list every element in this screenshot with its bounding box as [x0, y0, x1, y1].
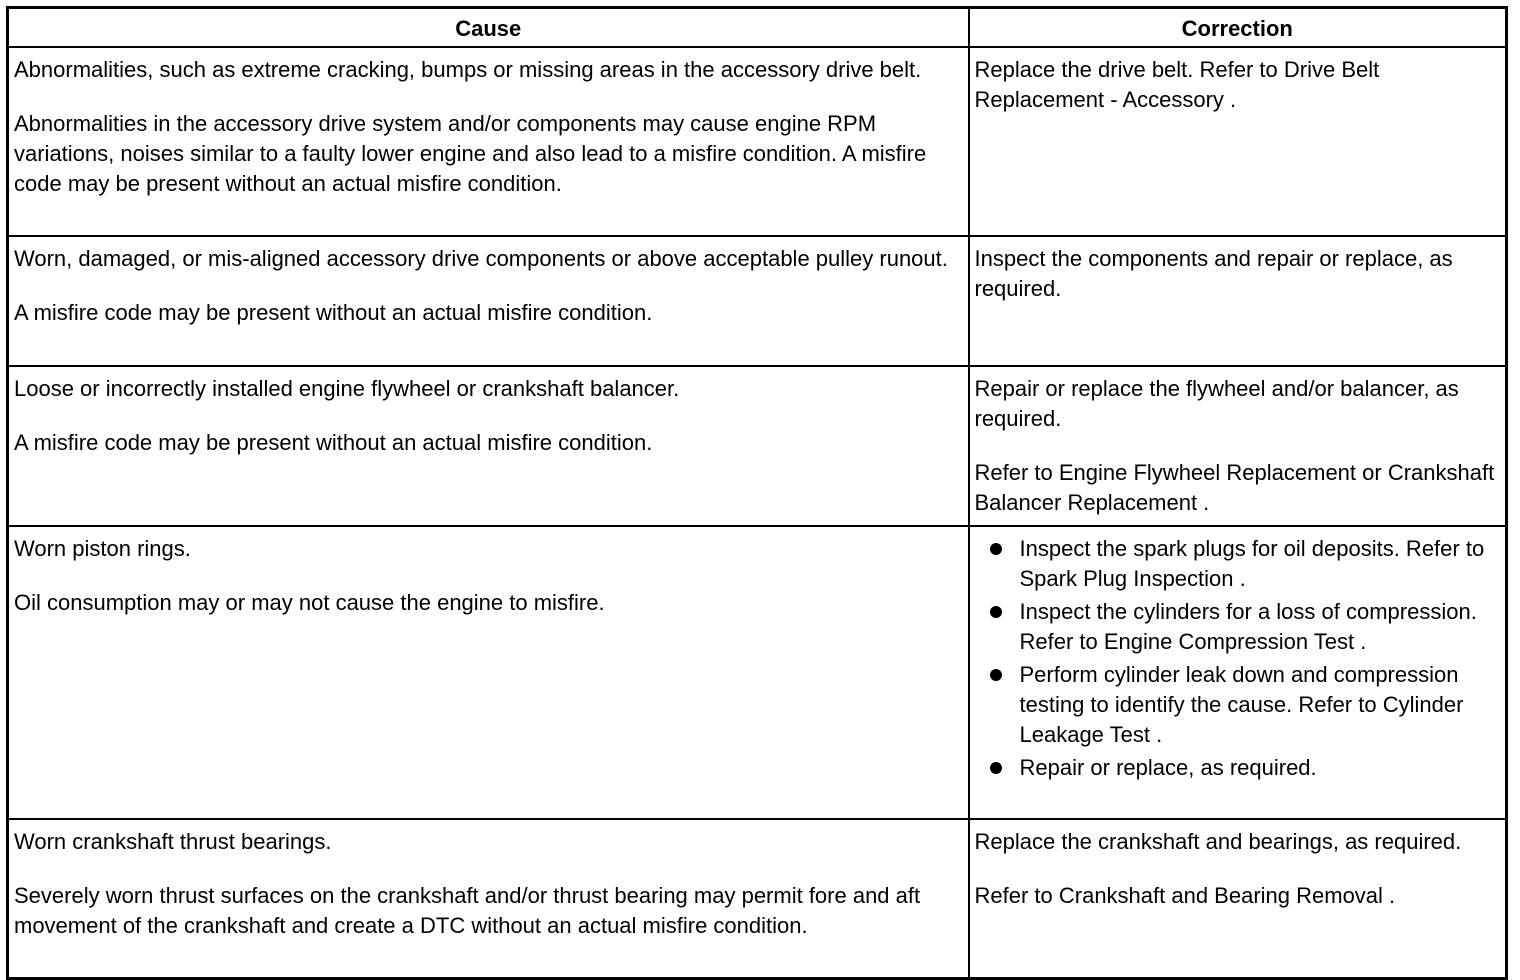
cause-text: Worn crankshaft thrust bearings.	[14, 829, 332, 854]
cause-text: Worn, damaged, or mis-aligned accessory drive components or above acceptable pulley runout.	[14, 246, 948, 271]
cause-text: Severely worn thrust surfaces on the crankshaft and/or thrust bearing may permit fore and aft movement of the crankshaft and create a DTC without an actual misfire condition.	[14, 883, 921, 938]
cause-text: Abnormalities in the accessory drive system and/or components may cause engine RPM variations, noises similar to a faulty lower engine and also lead to a misfire condition. A misfire code may be present without an actual misfire condition.	[14, 111, 927, 196]
correction-text: Inspect the components and repair or replace, as required.	[974, 246, 1453, 301]
cause-cell	[8, 236, 969, 366]
table-row	[8, 236, 1507, 366]
cause-cell	[8, 526, 969, 819]
cause-text: Abnormalities, such as extreme cracking, bumps or missing areas in the accessory drive belt.	[14, 57, 922, 82]
correction-cell	[969, 366, 1507, 526]
cause-text: A misfire code may be present without an actual misfire condition.	[14, 430, 653, 455]
correction-text: Replace the crankshaft and bearings, as required.	[974, 829, 1462, 854]
correction-text: Replace the drive belt. Refer to Drive Belt Replacement - Accessory .	[974, 57, 1380, 112]
cause-cell	[8, 819, 969, 979]
correction-bullet-list	[975, 534, 1501, 783]
table-row	[8, 47, 1507, 236]
table-row	[8, 526, 1507, 819]
correction-text: Refer to Engine Flywheel Replacement or Crankshaft Balancer Replacement .	[974, 460, 1495, 515]
cause-text: Worn piston rings.	[14, 536, 191, 561]
correction-bullet: Inspect the spark plugs for oil deposits. Refer to Spark Plug Inspection .	[1020, 534, 1501, 594]
cause-text: Oil consumption may or may not cause the engine to misfire.	[14, 590, 605, 615]
cause-text: Loose or incorrectly installed engine flywheel or crankshaft balancer.	[14, 376, 680, 401]
correction-text: Refer to Crankshaft and Bearing Removal .	[974, 883, 1396, 908]
correction-bullet: Perform cylinder leak down and compression testing to identify the cause. Refer to Cylinder Leakage Test .	[1020, 660, 1501, 750]
correction-cell	[969, 526, 1507, 819]
correction-cell	[969, 236, 1507, 366]
cause-correction-table	[6, 6, 1508, 980]
table-row	[8, 366, 1507, 526]
correction-bullet: Repair or replace, as required.	[1020, 753, 1501, 783]
cause-cell	[8, 47, 969, 236]
header-cause: Cause	[8, 8, 969, 48]
correction-text: Repair or replace the flywheel and/or balancer, as required.	[974, 376, 1459, 431]
table-row	[8, 819, 1507, 979]
header-correction: Correction	[969, 8, 1507, 48]
table-header-row	[8, 8, 1507, 48]
correction-cell	[969, 47, 1507, 236]
cause-text: A misfire code may be present without an actual misfire condition.	[14, 300, 653, 325]
correction-bullet: Inspect the cylinders for a loss of compression. Refer to Engine Compression Test .	[1020, 597, 1501, 657]
correction-cell	[969, 819, 1507, 979]
cause-cell	[8, 366, 969, 526]
